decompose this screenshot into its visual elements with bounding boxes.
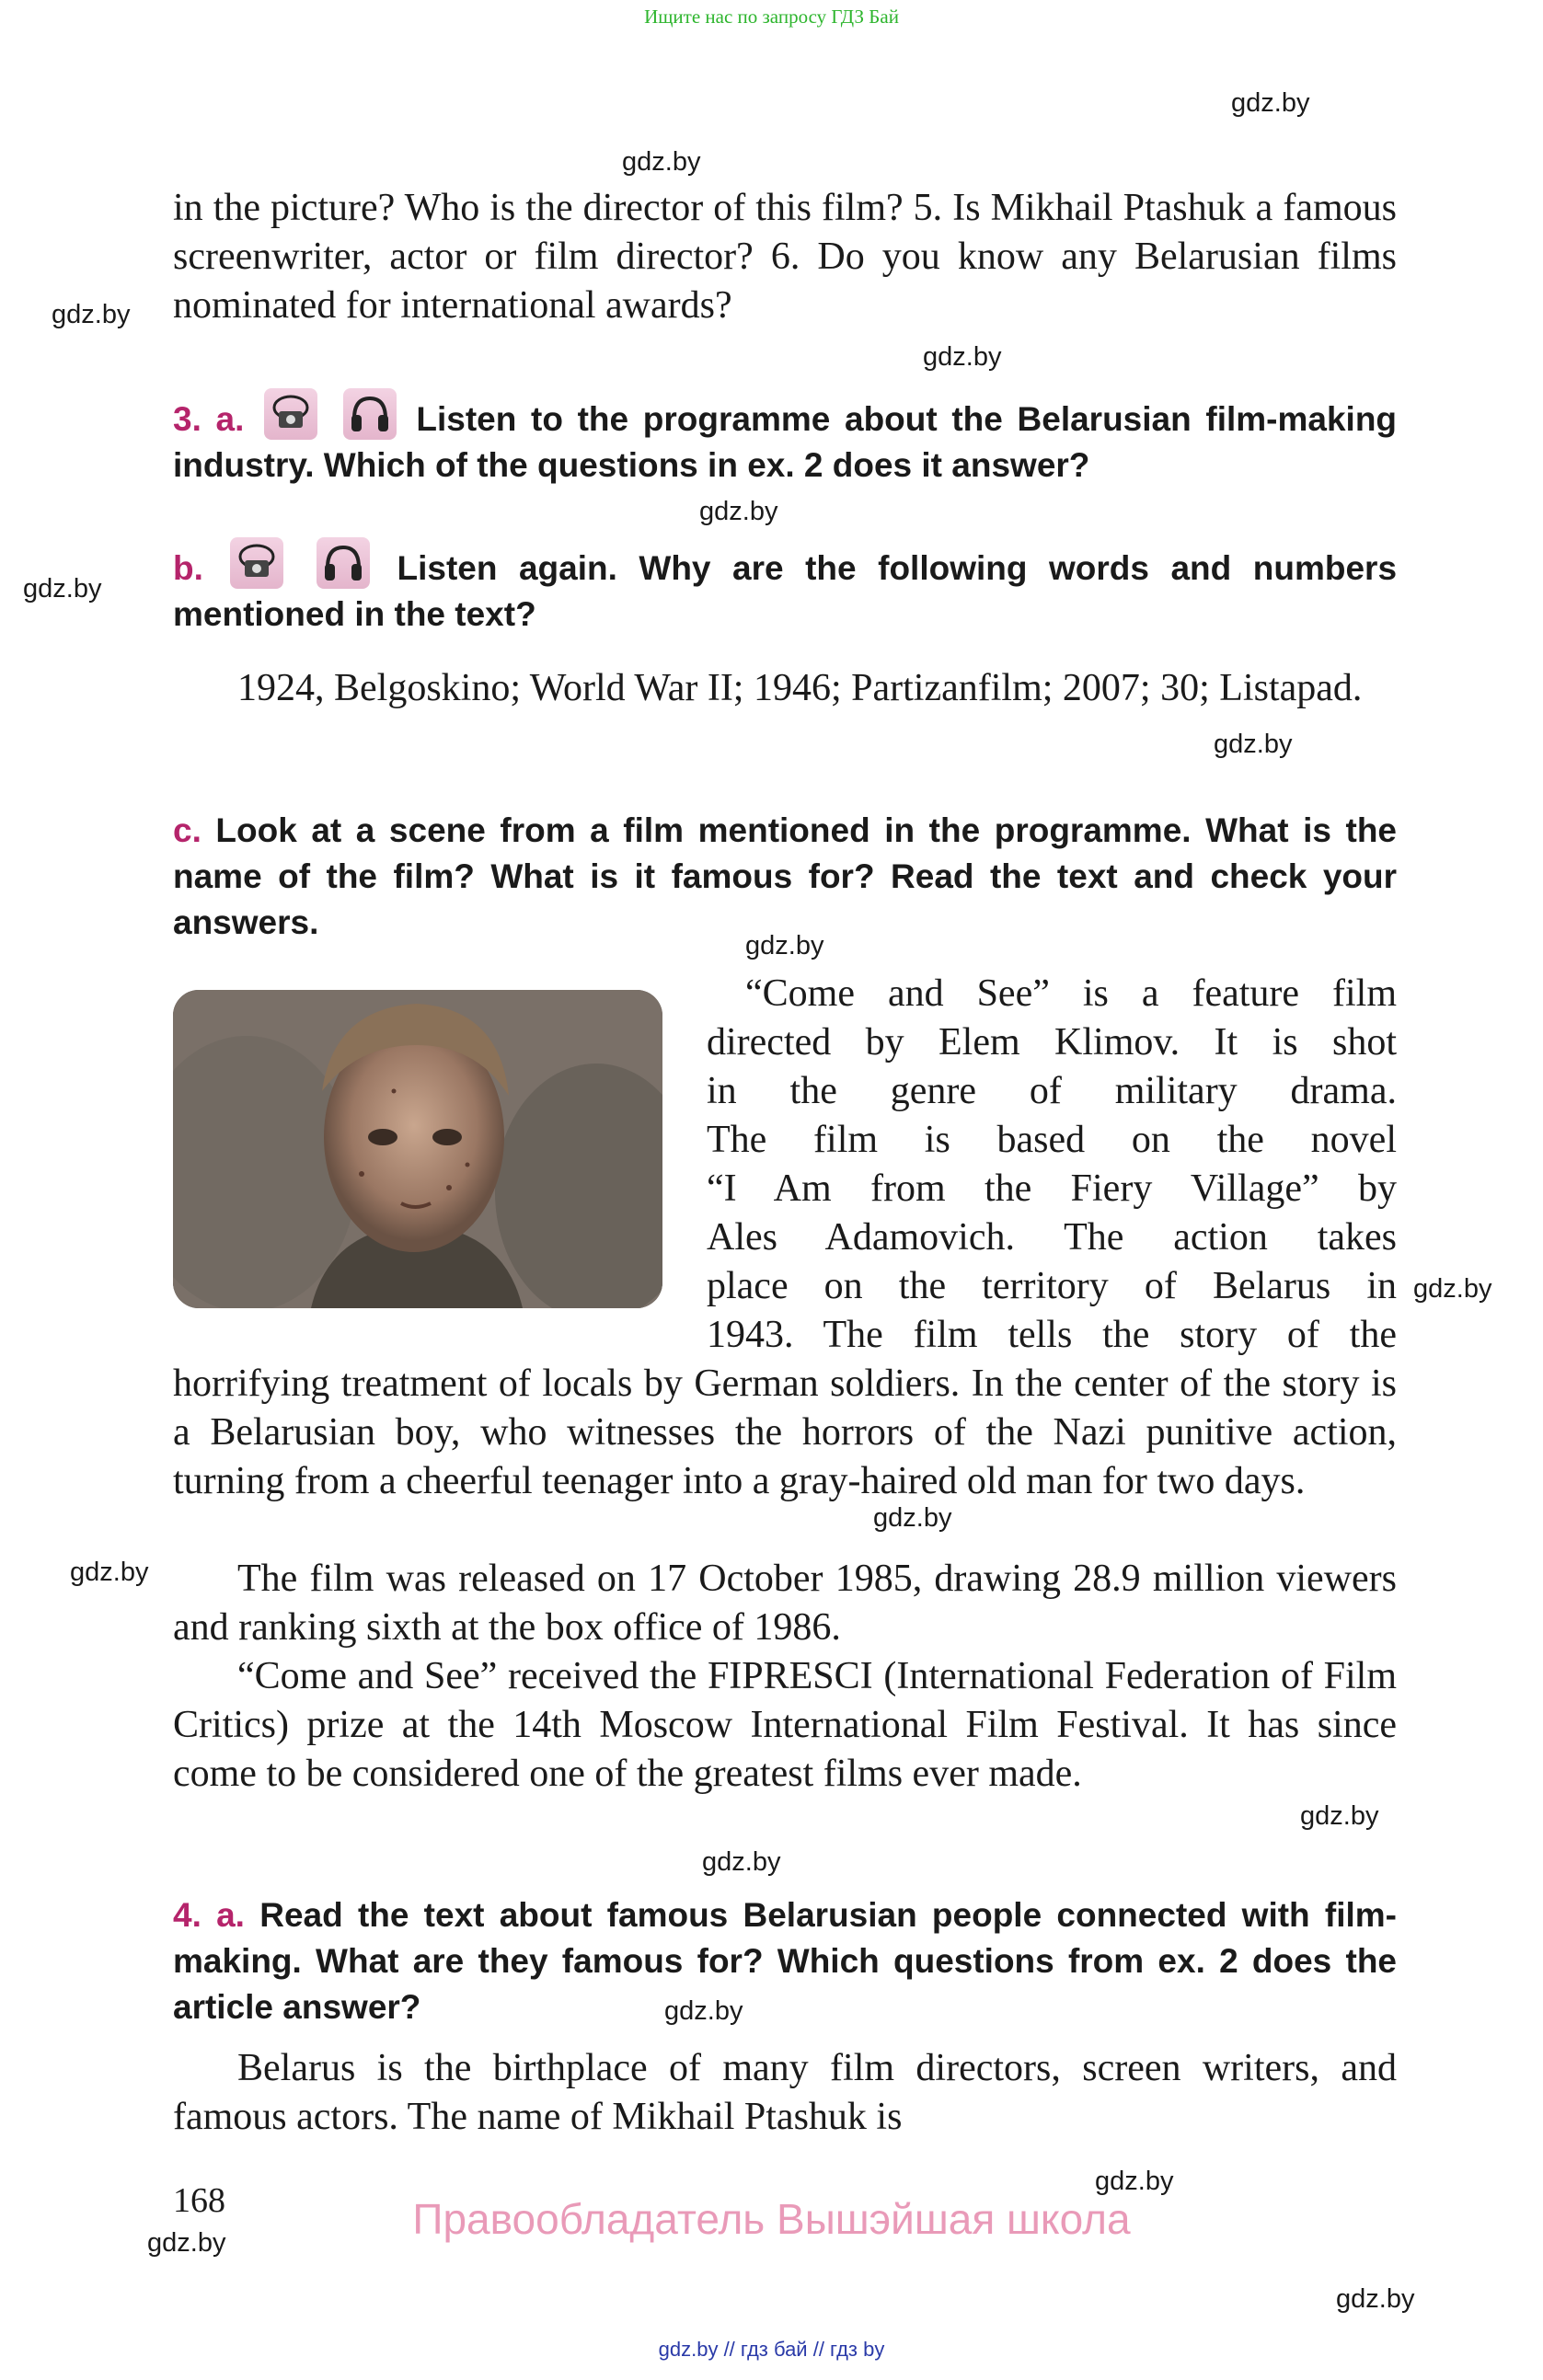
watermark: gdz.by bbox=[70, 1558, 149, 1587]
words-list: 1924, Belgoskino; World War II; 1946; Partizanfilm; 2007; 30; Listapad. bbox=[237, 667, 1363, 709]
headphones-icon bbox=[317, 537, 370, 589]
watermark: gdz.by bbox=[702, 1847, 781, 1877]
text-line: The film is based on the novel bbox=[707, 1119, 1397, 1161]
text-line: Ales Adamovich. The action takes bbox=[707, 1216, 1397, 1259]
intro-text: in the picture? Who is the director of this film? 5. Is Mikhail Ptashuk a famous screenwriter, actor or film director? 6. Do you know any Belarusian films nominated for international awards? bbox=[173, 187, 1397, 327]
text-line: place on the territory of Belarus in bbox=[707, 1265, 1397, 1307]
watermark: gdz.by bbox=[1300, 1801, 1379, 1831]
footer-links[interactable]: gdz.by // гдз бай // гдз by bbox=[658, 2338, 885, 2361]
task-text: Listen to the programme about the Belarusian film-making industry. Which of the questions in ex. 2 does it answer? bbox=[173, 400, 1398, 484]
watermark: gdz.by bbox=[923, 342, 1002, 372]
rights-holder: Правообладатель Вышэйшая школа bbox=[412, 2195, 1131, 2243]
task-3b bbox=[173, 537, 1397, 638]
task-number: 3. a. bbox=[173, 400, 245, 438]
text-line: “I Am from the Fiery Village” by bbox=[707, 1167, 1397, 1210]
film-scene-photo bbox=[173, 990, 662, 1308]
headphones-icon bbox=[343, 388, 397, 440]
page-number: 168 bbox=[173, 2181, 225, 2220]
watermark: gdz.by bbox=[699, 497, 778, 526]
watermark: gdz.by bbox=[622, 147, 701, 177]
task-number: 4. a. bbox=[173, 1896, 245, 1934]
task-text: Look at a scene from a film mentioned in the programme. What is the name of the film? What is it famous for? Read the text and check your answers. bbox=[173, 811, 1398, 941]
film-text-para1: horrifying treatment of locals by German soldiers. In the center of the story is a Belarusian boy, who witnesses the horrors of the Nazi punitive action, turning from a cheerful teenager into a gray-haired old man for two days. bbox=[173, 1362, 1397, 1502]
text-line: “Come and See” is a feature film bbox=[745, 972, 1397, 1015]
task-3c bbox=[173, 808, 1397, 946]
watermark: gdz.by bbox=[147, 2228, 226, 2258]
film-text-wrapped bbox=[707, 970, 1397, 1360]
text-line: directed by Elem Klimov. It is shot bbox=[707, 1021, 1397, 1064]
final-text: Belarus is the birthplace of many film directors, screen writers, and famous actors. The name of Mikhail Ptashuk is bbox=[173, 2047, 1397, 2138]
cd-player-icon bbox=[264, 388, 317, 440]
top-note: Ищите нас по запросу ГДЗ Бай bbox=[644, 6, 899, 28]
film-text-para2: The film was released on 17 October 1985, drawing 28.9 million viewers and ranking sixth at the box office of 1986. bbox=[173, 1558, 1397, 1649]
watermark: gdz.by bbox=[1336, 2284, 1415, 2314]
film-text-para3: “Come and See” received the FIPRESCI (International Federation of Film Critics) prize at the 14th Moscow International Film Festival. It has since come to be considered one of the greatest films ever made. bbox=[173, 1655, 1397, 1795]
task-text: Listen again. Why are the following words and numbers mentioned in the text? bbox=[173, 549, 1398, 633]
watermark: gdz.by bbox=[52, 300, 131, 329]
watermark: gdz.by bbox=[1231, 88, 1310, 118]
task-text: Read the text about famous Belarusian people connected with film-making. What are they famous for? Which questions from ex. 2 does the article answer? bbox=[173, 1896, 1398, 2026]
task-4a bbox=[173, 1892, 1397, 2030]
watermark: gdz.by bbox=[1413, 1274, 1492, 1304]
text-line: in the genre of military drama. bbox=[707, 1070, 1397, 1112]
watermark: gdz.by bbox=[1214, 730, 1293, 759]
watermark: gdz.by bbox=[23, 574, 102, 604]
watermark: gdz.by bbox=[664, 1996, 743, 2026]
cd-player-icon bbox=[230, 537, 283, 589]
task-3a bbox=[173, 388, 1397, 489]
task-number: c. bbox=[173, 811, 202, 849]
text-line: 1943. The film tells the story of the bbox=[707, 1314, 1397, 1356]
task-number: b. bbox=[173, 549, 203, 587]
watermark: gdz.by bbox=[873, 1503, 952, 1533]
watermark: gdz.by bbox=[1095, 2167, 1174, 2196]
watermark: gdz.by bbox=[745, 931, 824, 960]
